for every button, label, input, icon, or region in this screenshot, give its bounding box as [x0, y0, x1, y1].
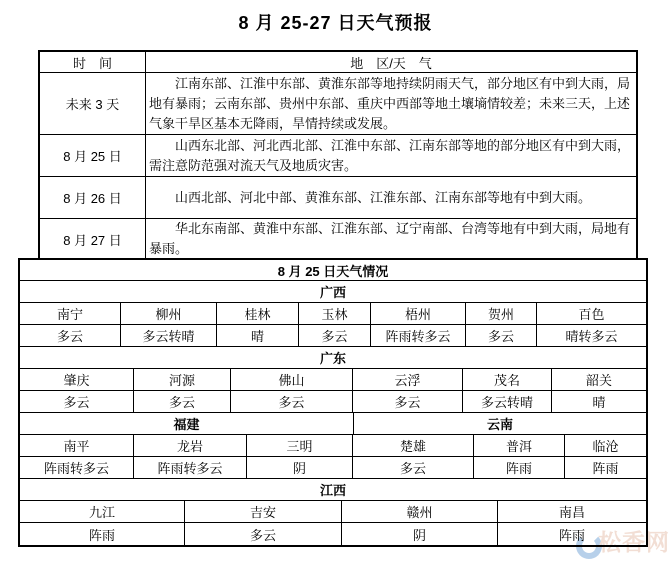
weather-cell: 阴 — [247, 457, 353, 478]
weather-cell: 晴转多云 — [565, 329, 618, 344]
forecast-cell — [146, 219, 636, 259]
weather-cell: 多云 — [299, 325, 371, 346]
city-cell: 梧州 — [371, 303, 466, 324]
weather-cell: 多云 — [20, 325, 121, 346]
weather-cell: 阵雨转多云 — [134, 457, 247, 478]
city-cell: 南平 — [20, 435, 134, 456]
weather-cell: 阵雨 — [558, 527, 585, 543]
time-cell: 8 月 26 日 — [40, 177, 146, 218]
weather-row-guangxi — [20, 325, 646, 347]
weather-cell: 多云 — [20, 391, 134, 412]
weather-cell: 多云转晴 — [121, 325, 217, 346]
section-row-fujian-yunnan — [20, 413, 646, 435]
city-cell: 玉林 — [299, 303, 371, 324]
weather-cell: 阴 — [342, 523, 498, 545]
city-cell: 佛山 — [231, 369, 353, 390]
section-label: 福建 — [20, 413, 354, 434]
weather-cell: 多云 — [185, 523, 342, 545]
weather-cell: 多云 — [134, 391, 231, 412]
weather-row-jiangxi — [20, 523, 646, 545]
weather-cell: 多云 — [466, 325, 537, 346]
time-cell: 8 月 27 日 — [40, 219, 146, 259]
forecast-header-row — [40, 52, 636, 73]
weather-row-fujian-yunnan — [20, 457, 646, 479]
weather-cell: 阵雨转多云 — [20, 457, 134, 478]
city-cell: 柳州 — [121, 303, 217, 324]
table-row — [40, 135, 636, 177]
section-label: 广西 — [319, 285, 346, 300]
city-cell: 贺州 — [466, 303, 537, 324]
city-row-jiangxi — [20, 501, 646, 523]
section-row-jiangxi — [20, 479, 646, 501]
forecast-text: 江南东部、江淮中东部、黄淮东部等地持续阴雨天气，部分地区有中到大雨，局地有暴雨；云南东部、贵州中东部、重庆中西部等地土壤墒情较差；未来三天，上述气象干旱区基本无降雨，旱情持续或发展。 — [149, 75, 631, 131]
city-cell: 楚雄 — [353, 435, 474, 456]
column-header-region: 地 区/天 气 — [350, 55, 432, 71]
city-cell: 九江 — [20, 501, 185, 522]
city-cell: 河源 — [134, 369, 231, 390]
weather-cell: 多云转晴 — [463, 391, 552, 412]
weather-cell: 阵雨 — [474, 457, 565, 478]
conditions-table — [18, 258, 648, 547]
city-cell: 临沧 — [592, 439, 619, 454]
city-row-fujian-yunnan — [20, 435, 646, 457]
forecast-text: 华北东南部、黄淮中东部、江淮东部、辽宁南部、台湾等地有中到大雨，局地有暴雨。 — [149, 221, 631, 256]
time-cell: 8 月 25 日 — [40, 135, 146, 176]
weather-cell: 晴 — [217, 325, 299, 346]
city-cell: 南昌 — [558, 505, 585, 520]
section-label: 云南 — [486, 417, 513, 432]
table-row — [40, 73, 636, 135]
weather-cell: 阵雨 — [20, 523, 185, 545]
column-header-time: 时 间 — [40, 52, 146, 72]
conditions-title-row — [20, 260, 646, 281]
section-label: 江西 — [319, 483, 346, 498]
city-cell: 韶关 — [585, 373, 612, 388]
forecast-cell — [146, 73, 636, 134]
city-cell: 三明 — [247, 435, 353, 456]
forecast-cell — [146, 135, 636, 176]
city-cell: 南宁 — [20, 303, 121, 324]
section-row-guangdong — [20, 347, 646, 369]
forecast-table — [38, 50, 638, 261]
weather-cell: 多云 — [353, 391, 463, 412]
city-row-guangdong — [20, 369, 646, 391]
table-row — [40, 177, 636, 219]
weather-cell: 多云 — [353, 457, 474, 478]
forecast-cell — [146, 177, 636, 218]
city-row-guangxi — [20, 303, 646, 325]
section-label: 广东 — [319, 351, 346, 366]
city-cell: 肇庆 — [20, 369, 134, 390]
forecast-text: 山西东北部、河北西北部、江淮中东部、江南东部等地的部分地区有中到大雨，需注意防范强对流天气及地质灾害。 — [149, 137, 631, 173]
time-cell: 未来 3 天 — [40, 73, 146, 134]
weather-cell: 阵雨 — [592, 461, 619, 476]
city-cell: 赣州 — [342, 501, 498, 522]
city-cell: 茂名 — [463, 369, 552, 390]
table-row — [40, 219, 636, 259]
city-cell: 龙岩 — [134, 435, 247, 456]
city-cell: 百色 — [578, 307, 605, 322]
forecast-text: 山西北部、河北中部、黄淮东部、江淮东部、江南东部等地有中到大雨。 — [175, 189, 592, 205]
city-cell: 桂林 — [217, 303, 299, 324]
watermark-text: 松香网 — [598, 529, 670, 555]
city-cell: 云浮 — [353, 369, 463, 390]
city-cell: 吉安 — [185, 501, 342, 522]
conditions-table-title: 8 月 25 日天气情况 — [277, 263, 389, 279]
weather-cell: 多云 — [231, 391, 353, 412]
weather-cell: 晴 — [592, 395, 606, 410]
city-cell: 普洱 — [474, 435, 565, 456]
weather-cell: 阵雨转多云 — [371, 325, 466, 346]
weather-row-guangdong — [20, 391, 646, 413]
page-title: 8 月 25-27 日天气预报 — [238, 13, 433, 33]
section-row-guangxi — [20, 281, 646, 303]
